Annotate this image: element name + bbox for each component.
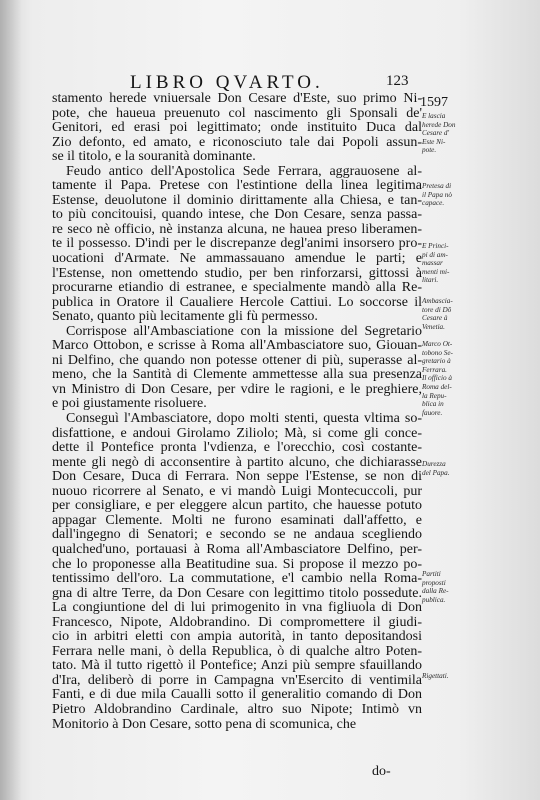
margin-note-line: Cesare à (422, 314, 448, 323)
margin-note-line: E Princi- (422, 242, 449, 250)
margin-note-line: pote. (422, 146, 437, 155)
text-line: Conseguì l'Ambasciatore, dopo molti stenti, questa vltima so- (66, 412, 422, 427)
margin-note (422, 340, 502, 417)
margin-note-line: menti mi- (422, 267, 450, 276)
margin-note-line: Venetia. (422, 322, 445, 331)
text-line: che lo proponesse alla Beatitudine sua. Si propose il mezzo po- (52, 557, 422, 572)
margin-note-line: Marco Ot- (422, 340, 453, 348)
text-line: tamente il Papa. Pretese con l'estintione della linea legitima (52, 179, 422, 194)
margin-note-line: herede Don (422, 120, 456, 129)
text-line: d'Ira, deliberò di porre in Campagna vn'Esercito di ventimila (52, 673, 422, 688)
text-line: dall'ingegno di Senatori; e secondo se ne andaua scegliendo (52, 528, 422, 543)
margin-note-line: Pretesa di (422, 182, 452, 190)
margin-note-line: del Papa. (422, 468, 450, 477)
catchword: do- (372, 764, 391, 779)
text-line: Zio defonto, ed amato, e riconosciuto tale dai Popoli assun- (52, 135, 422, 150)
text-line: cio in arbitri eletti con ampia autorità, in tanto depositandosi (52, 630, 422, 645)
text-line: tentissimo dell'oro. La commutatione, e'l cambio nella Roma- (52, 572, 422, 587)
text-line: Don Cesare, Duca di Ferrara. Non seppe l'Estense, se non di (52, 470, 422, 485)
text-line: l'Estense, non omettendo studio, per ben rinforzarsi, gittossi à (52, 266, 422, 281)
text-line: te il possesso. D'indi per le discrepanze degl'animi insorsero pro- (52, 237, 422, 252)
text-line: per consigliare, e per eleggere alcun partito, che hauesse potuto (52, 499, 422, 514)
margin-note-line: Rigettati. (422, 672, 449, 680)
margin-note-line: tobono Se- (422, 348, 453, 357)
text-line: re seco nè officio, nè instanza alcuna, ne hauea preso liberamen- (52, 222, 422, 237)
text-line: Ferrara nelle mani, ò della Republica, ò di qualche altro Poten- (52, 644, 422, 659)
page-header (0, 72, 540, 94)
text-line: Fanti, e di due mila Caualli sotto il generalitio comando di Don (52, 688, 422, 703)
margin-note-line: fauore. (422, 408, 443, 417)
margin-note-line: E lascia (422, 112, 446, 120)
margin-note (422, 112, 502, 155)
text-line: se il titolo, e la souranità dominante. (52, 150, 256, 165)
text-line: pote, che haueua preuenuto col nascimento gli Sponsali de' (52, 106, 422, 121)
text-line: to più concitouisi, quando intese, che Don Cesare, senza passa- (52, 208, 422, 223)
text-line: appagar Clemente. Molti ne furono esaminati dall'affetto, e (52, 513, 422, 528)
margin-note-line: pi di am- (422, 250, 448, 259)
text-line: La congiuntione del di lui primogenito in vna figliuola di Don (52, 601, 422, 616)
text-line: tato. Mà il tutto rigettò il Pontefice; Anzi più sempre sfauillando (52, 659, 422, 674)
gutter-shadow (0, 0, 22, 800)
text-line: uocationi d'Armate. Ne ammassauano amendue le parti; e (52, 252, 422, 267)
margin-note-line: Ferrara. (422, 365, 447, 374)
text-line: Monitorio à Don Cesare, sotto pena di scomunica, che (52, 717, 357, 732)
margin-note-line: Durezza (422, 460, 446, 468)
margin-note-line: Il officio à (422, 374, 452, 383)
margin-note (422, 460, 502, 477)
text-line: mente gli negò di acconsentire à partito alcuno, che dichiarasse (52, 455, 422, 470)
margin-note (422, 297, 502, 331)
text-line: vn Ministro di Don Cesare, per vdire le ragioni, e le preghiere, (52, 382, 422, 397)
page-number: 123 (386, 73, 409, 89)
text-line: disfattione, e andoui Girolamo Ziliolo; Mà, si come gli conce- (52, 426, 422, 441)
text-line: stamento herede vniuersale Don Cesare d'Este, suo primo Ni- (52, 92, 422, 106)
margin-note-line: la Repu- (422, 391, 447, 400)
margin-note-line: dalla Re- (422, 587, 449, 596)
text-line: Feudo antico dell'Apostolica Sede Ferrara, aggrauosene al- (66, 164, 422, 179)
body-text (52, 92, 422, 732)
text-line: gna di altre Terre, da Don Cesare con legittimo titolo possedute. (52, 586, 422, 601)
running-title: LIBRO QVARTO. (130, 72, 324, 93)
text-line: Pietro Aldobrandino Cardinale, altro suo Nipote; Intimò vn (52, 702, 422, 717)
margin-note (422, 182, 502, 208)
margin-note-line: il Papa nò (422, 190, 452, 199)
margin-note (422, 242, 502, 285)
text-line: Senato, quanto più lecitamente gli fù permesso. (52, 310, 318, 325)
text-line: publica in Oratore il Caualiere Hercole Cattiui. Lo soccorse il (52, 295, 422, 310)
margin-note-line: blica in (422, 400, 444, 409)
text-line: qualched'uno, portauasi à Roma all'Ambasciatore Delfino, per- (52, 542, 422, 557)
text-line: meno, che la Santità di Clemente ammettesse alla sua presenza (52, 368, 422, 383)
margin-note-line: gretario à (422, 357, 451, 366)
margin-note-line: litari. (422, 276, 439, 285)
margin-note-line: publica. (422, 595, 446, 604)
text-line: procurarne etiandio di estranee, e specialmente mandò alla Re- (52, 281, 422, 296)
margin-note (422, 672, 502, 681)
margin-note-line: tore di Dō (422, 305, 452, 314)
text-line: Corrispose all'Ambasciatione con la missione del Segretario (66, 324, 422, 339)
margin-note-line: massar (422, 259, 443, 268)
margin-note-line: Este Ni- (422, 137, 446, 146)
text-line: e poi giustamente risoluere. (52, 397, 207, 412)
text-line: nuouo ricorrere al Senato, e vi mandò Luigi Montecuccoli, pur (52, 484, 422, 499)
text-line: dette il Pontefice pronta l'vdienza, e l'orecchio, così costante- (52, 441, 422, 456)
margin-note-line: Roma del- (422, 382, 452, 391)
margin-note (422, 570, 502, 604)
margin-note-line: proposti (422, 578, 446, 587)
margin-note-line: Partiti (422, 570, 441, 578)
margin-note-line: Ambascia- (422, 297, 453, 305)
margin-note-line: Cesare d' (422, 129, 450, 138)
text-line: Francesco, Nipote, Aldobrandino. Di compromettere il giudi- (52, 615, 422, 630)
margin-note-line: capace. (422, 199, 445, 208)
text-line: Genitori, ed erasi poi legittimato; onde instituito Duca dal (52, 121, 422, 136)
text-line: Marco Ottobon, e scrisse à Roma all'Ambasciatore suo, Giouan- (52, 339, 422, 354)
text-line: Estense, deuolutone il dominio dirittamente alla Chiesa, e tan- (52, 193, 422, 208)
margin-year: 1597 (420, 95, 448, 110)
text-line: ni Delfino, che quando non potesse ottener di più, superasse al- (52, 353, 422, 368)
